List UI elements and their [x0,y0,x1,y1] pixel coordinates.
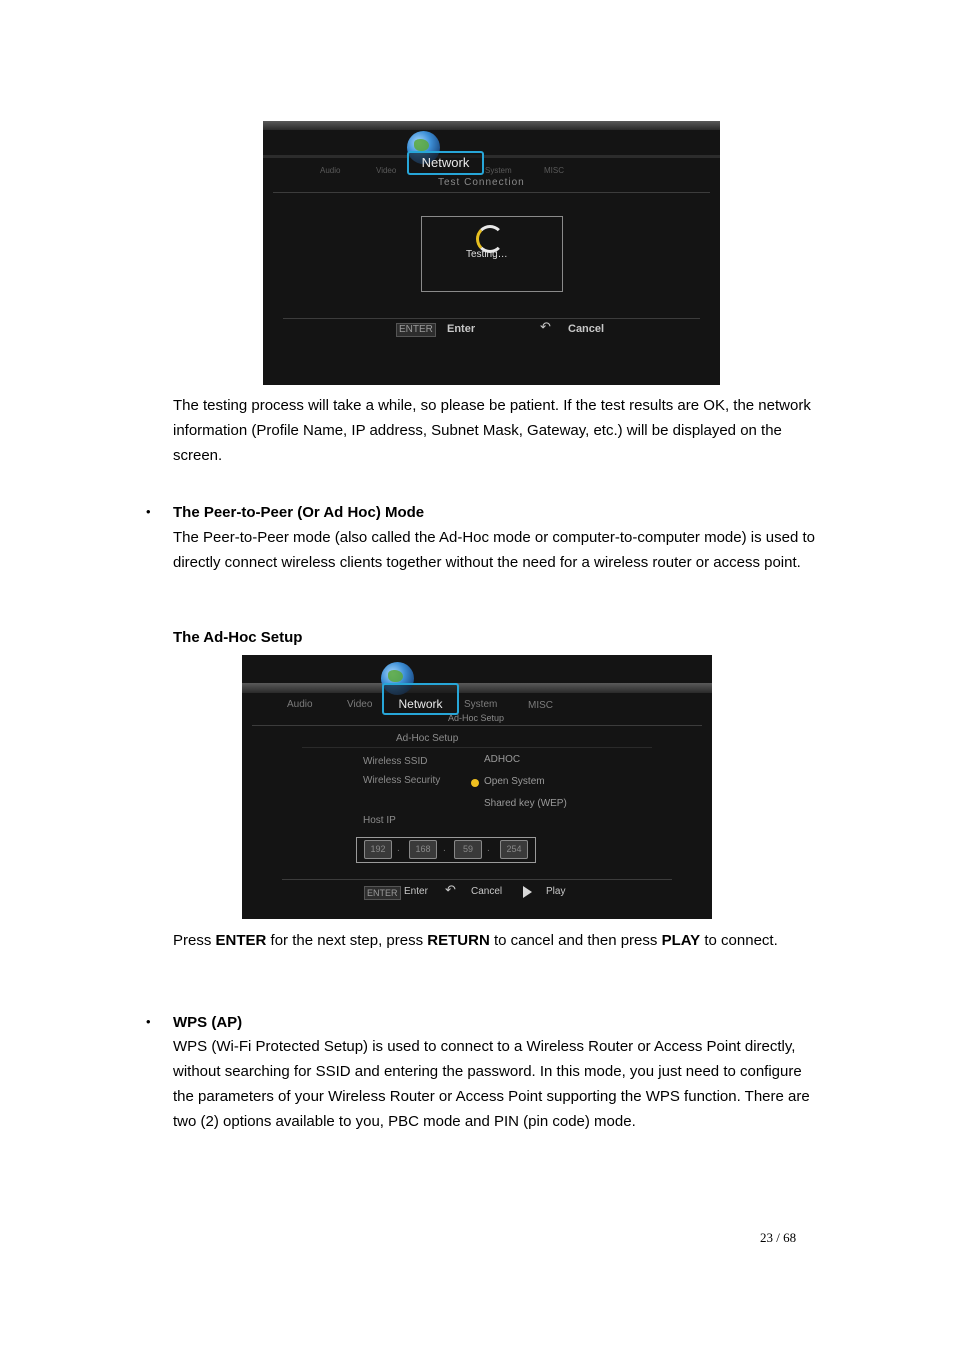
ssid-value[interactable]: ADHOC [484,754,521,765]
text: to connect. [700,932,778,949]
enter-label: Enter [447,323,476,335]
tab-misc: MISC [528,700,553,711]
tab-video: Video [376,166,397,175]
text: for the next step, press [266,932,428,949]
tab-network: Network [382,683,459,715]
ip-separator: . [397,843,400,854]
enter-keyword: ENTER [215,932,267,949]
footer-divider [283,318,700,319]
tab-misc: MISC [544,166,564,175]
screen-subtitle: Test Connection [438,177,525,188]
section-body-peer-to-peer: The Peer-to-Peer mode (also called the Ad-Hoc mode or computer-to-computer mode) is used to directly connect wireless clients together without the need for a wireless router or access point. [173,529,815,571]
bullet: • [146,504,151,519]
page-number: 23 / 68 [760,1230,797,1245]
security-label: Wireless Security [363,775,441,786]
ip-octet-2[interactable]: 168 [409,840,437,859]
press-instructions [173,928,823,953]
ip-separator: . [487,843,490,854]
radio-selected-icon[interactable] [471,779,479,787]
section-title: Ad-Hoc Setup [396,733,459,744]
play-label: Play [546,886,566,897]
tab-audio: Audio [287,699,313,710]
section-heading-peer-to-peer: The Peer-to-Peer (Or Ad Hoc) Mode [173,504,425,521]
tab-system: System [485,166,512,175]
return-icon[interactable]: ↶ [540,319,551,334]
footer-divider [282,879,672,880]
host-ip-field[interactable] [356,837,536,863]
tab-system: System [464,699,498,710]
section-heading-wps: WPS (AP) [173,1014,243,1031]
host-ip-label: Host IP [363,815,396,826]
tab-bar-shadow [263,155,720,158]
security-option-wep[interactable]: Shared key (WEP) [484,798,567,809]
tab-audio: Audio [320,166,341,175]
play-icon[interactable] [523,886,532,898]
return-keyword: RETURN [427,932,490,949]
test-connection-screenshot [263,121,720,385]
text: Press [173,932,216,949]
cancel-label: Cancel [568,323,605,335]
cancel-label: Cancel [471,886,503,897]
ssid-label: Wireless SSID [363,756,428,767]
ip-octet-1[interactable]: 192 [364,840,392,859]
return-icon[interactable]: ↶ [445,882,456,897]
enter-key-badge[interactable]: ENTER [396,323,436,337]
ip-separator: . [443,843,446,854]
screen-subtitle: Ad-Hoc Setup [448,713,505,723]
adhoc-setup-screenshot [242,655,712,919]
tab-video: Video [347,699,373,710]
top-bar [242,683,712,693]
divider [252,725,702,726]
play-keyword: PLAY [661,932,701,949]
testing-paragraph: The testing process will take a while, so please be patient. If the test results are OK, the network information (Profile Name, IP address, Subnet Mask, Gateway, etc.) will be displayed on the screen. [173,397,811,464]
section-body-wps: WPS (Wi-Fi Protected Setup) is used to connect to a Wireless Router or Access Point directly, without searching for SSID and entering the password. In this mode, you just need to configure the parameters of your Wireless Router or Access Point supporting the WPS function. There are two (2) options available to you, PBC mode and PIN (pin code) mode. [173,1038,810,1130]
section-divider [302,747,652,748]
top-bar [263,121,720,130]
text: to cancel and then press [489,932,662,949]
ip-octet-3[interactable]: 59 [454,840,482,859]
testing-label: Testing… [466,249,508,260]
tab-network: Network [407,151,484,175]
security-option-open[interactable]: Open System [484,776,545,787]
testing-dialog [421,216,563,292]
ip-octet-4[interactable]: 254 [500,840,528,859]
enter-label: Enter [404,886,428,897]
divider [273,192,710,193]
adhoc-setup-heading: The Ad-Hoc Setup [173,629,303,646]
enter-key-badge[interactable]: ENTER [364,886,401,900]
bullet: • [146,1014,151,1029]
